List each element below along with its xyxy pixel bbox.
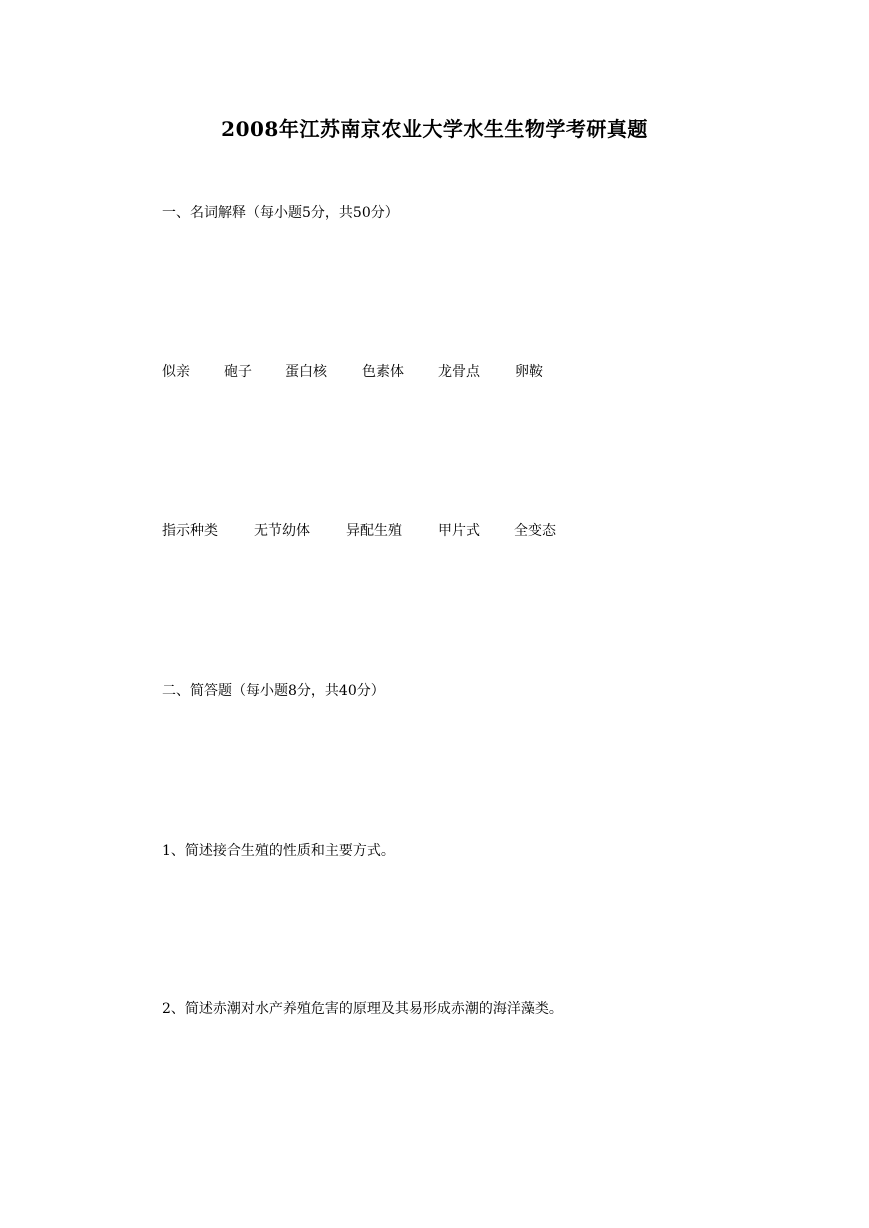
term: 甲片式 bbox=[438, 523, 480, 539]
document-title: 2008年江苏南京农业大学水生生物学考研真题 bbox=[221, 117, 648, 141]
section-2-heading: 二、简答题（每小题8分，共40分） bbox=[162, 683, 385, 699]
term: 似亲 bbox=[162, 364, 190, 380]
term: 卵鞍 bbox=[515, 364, 543, 380]
term: 色素体 bbox=[362, 364, 404, 380]
term: 砲子 bbox=[224, 364, 252, 380]
term: 无节幼体 bbox=[254, 523, 310, 539]
term: 指示种类 bbox=[162, 523, 218, 539]
term: 异配生殖 bbox=[346, 523, 402, 539]
term: 蛋白核 bbox=[285, 364, 327, 380]
term: 龙骨点 bbox=[438, 364, 480, 380]
term: 全变态 bbox=[514, 523, 556, 539]
terms-row-2 bbox=[162, 521, 556, 541]
terms-row-1 bbox=[162, 362, 543, 382]
question-1: 1、简述接合生殖的性质和主要方式。 bbox=[162, 843, 395, 859]
section-1-heading: 一、名词解释（每小题5分，共50分） bbox=[162, 205, 399, 221]
question-2: 2、简述赤潮对水产养殖危害的原理及其易形成赤潮的海洋藻类。 bbox=[162, 1001, 563, 1017]
